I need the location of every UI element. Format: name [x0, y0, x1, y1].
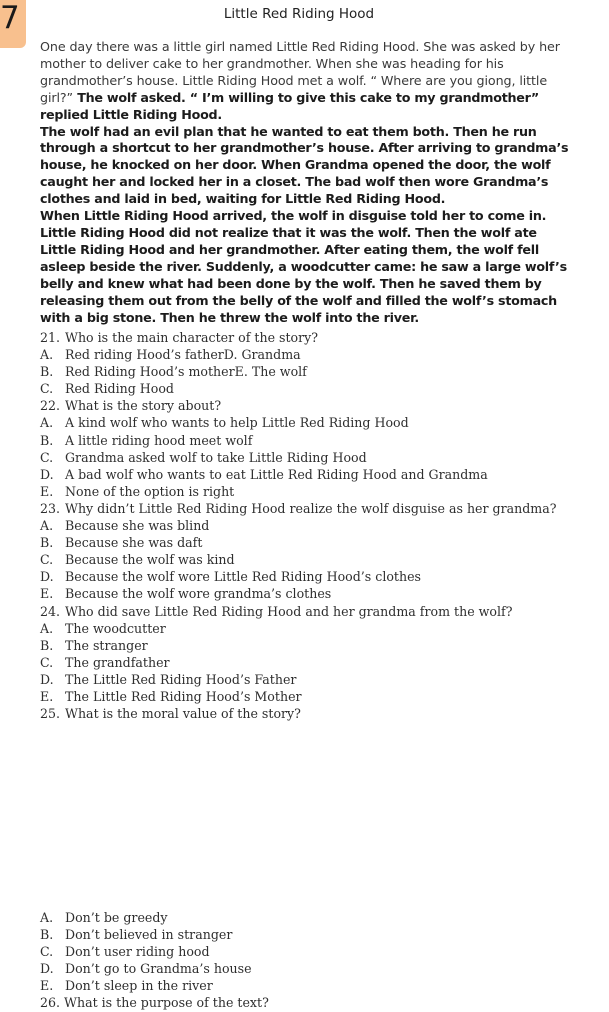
story-paragraph-3: When Little Riding Hood arrived, the wolf in disguise told her to come in. Little Riding Hood did not realize that it was the wolf. Then the wolf ate Little Riding Hood and her grandmother. After eating them, the wolf fell asleep beside the river. Suddenly, a woodcutter came: he saw a large wolf’s belly and knew what had been done by the wolf. Then he saved them by releasing them out from the belly of the wolf and filled the wolf’s stomach with a big stone. Then he threw the wolf into the river. [40, 208, 567, 325]
option-22-d: D. A bad wolf who wants to eat Little Red Riding Hood and Grandma [40, 466, 488, 482]
option-25-a: A. Don’t be greedy [40, 910, 168, 925]
option-21-b: B. Red Riding Hood’s motherE. The wolf [40, 364, 307, 380]
option-25-b: B. Don’t believed in stranger [40, 927, 233, 943]
option-25-d: D. Don’t go to Grandma’s house [40, 961, 252, 977]
option-24-b: B. The stranger [40, 637, 148, 653]
option-23-e: E. Because the wolf wore grandma’s clothes [40, 586, 332, 602]
question-24: 24. Who did save Little Red Riding Hood and her grandma from the wolf? [40, 603, 513, 619]
story-title: Little Red Riding Hood [223, 6, 375, 22]
option-23-b: B. Because she was daft [40, 535, 203, 551]
option-24-c: C. The grandfather [40, 654, 170, 670]
story-paragraph-2: The wolf had an evil plan that he wanted to eat them both. Then he run through a shortcut to her grandmother’s house. After arriving to grandma’s house, he knocked on her door. When Grandma opened the door, the wolf caught her and locked her in a closet. The bad wolf then wore Grandma’s clothes and laid in bed, waiting for Little Red Riding Hood. [40, 123, 569, 207]
story-paragraph-1: One day there was a little girl named Little Red Riding Hood. She was asked by her mother to deliver cake to her grandmother. When she was heading for his grandmother’s house. Little Riding Hood met a wolf. “ Where are you giong, little girl?” The wolf asked. “ I’m willing to give this cake to my grandmother” replied Little Riding Hood. [40, 39, 560, 122]
question-25: 25. What is the moral value of the story? [40, 706, 301, 722]
option-24-d: D. The Little Red Riding Hood’s Father [40, 671, 297, 687]
option-24-e: E. The Little Red Riding Hood’s Mother [40, 688, 302, 704]
question-26-partial: 26. What is the purpose of the text? [40, 995, 269, 1011]
option-23-d: D. Because the wolf wore Little Red Riding Hood’s clothes [40, 569, 422, 585]
option-21-c: C. Red Riding Hood [40, 381, 174, 397]
option-23-a: A. Because she was blind [40, 518, 210, 534]
question-25-options [40, 909, 580, 1012]
option-22-a: A. A kind wolf who wants to help Little Red Riding Hood [40, 415, 409, 431]
option-21-a: A. Red riding Hood’s fatherD. Grandma [40, 347, 301, 363]
option-24-a: A. The woodcutter [40, 620, 166, 636]
option-22-e: E. None of the option is right [40, 483, 235, 499]
story-text [40, 39, 570, 326]
question-list [40, 329, 580, 722]
question-21: 21. Who is the main character of the story? [40, 330, 319, 345]
option-22-b: B. A little riding hood meet wolf [40, 432, 253, 448]
option-25-c: C. Don’t user riding hood [40, 944, 210, 960]
question-23: 23. Why didn’t Little Red Riding Hood realize the wolf disguise as her grandma? [40, 500, 557, 516]
option-22-c: C. Grandma asked wolf to take Little Riding Hood [40, 449, 367, 465]
option-23-c: C. Because the wolf was kind [40, 552, 235, 568]
page-number: 7 [0, 0, 20, 36]
option-25-e: E. Don’t sleep in the river [40, 978, 213, 994]
question-22: 22. What is the story about? [40, 398, 222, 414]
